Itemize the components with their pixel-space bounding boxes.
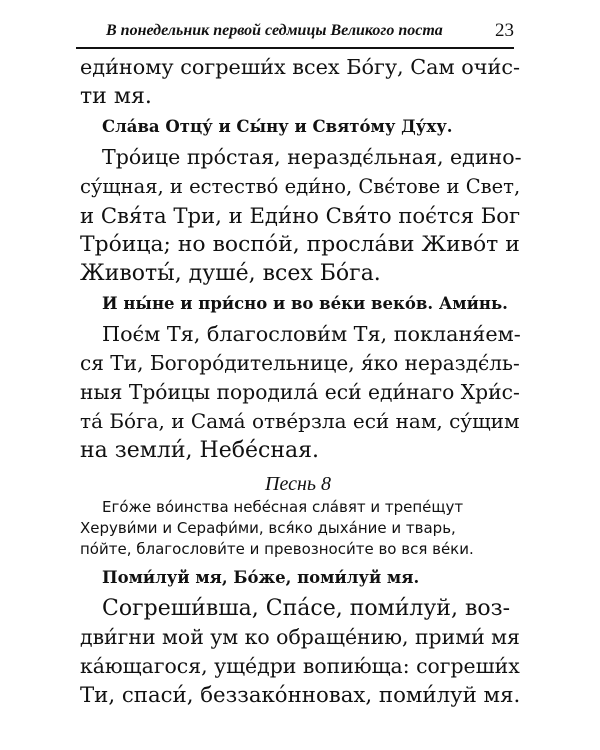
text-line: и Свя́та Три, и Еди́но Свя́то поє́тся Бог (80, 203, 521, 228)
troparion (80, 594, 521, 710)
text-line: Животы́, душе́, всех Бо́га. (80, 261, 381, 286)
irmos (80, 497, 516, 560)
text-line: Тро́ица; но воспо́й, просла́ви Живо́т и (80, 232, 520, 257)
header-rule (76, 47, 514, 49)
trinity-troparion (80, 143, 522, 288)
text-line: ныя Тро́ицы породила́ еси́ еди́наго Хри́с- (80, 380, 520, 404)
text-line: ти мя. (80, 84, 152, 109)
text-line: ся Ти, Богоро́дительнице, я́ко нераздє́ль- (80, 351, 520, 375)
text-line: Поє́м Тя, благослови́м Тя, покланя́ем- (102, 322, 521, 346)
opening-paragraph (80, 53, 521, 111)
et-nunc-rubric: И ны́не и при́сно и во ве́ки веко́в. Ами́нь. (102, 294, 508, 313)
text-line: Херуви́ми и Серафи́ми, вся́ко дыха́ние и тварь, (80, 519, 456, 537)
text-line: та́ Бо́га, и Сама́ отве́рзла еси́ нам, су́щим (80, 409, 520, 433)
song-title: Песнь 8 (265, 473, 331, 495)
text-line: Согреши́вша, Спа́се, поми́луй, воз- (102, 596, 511, 621)
refrain-rubric: Поми́луй мя, Бо́же, поми́луй мя. (102, 568, 420, 587)
page-header (66, 18, 514, 44)
page-content (80, 53, 522, 710)
text-line: еди́ному согреши́х всех Бо́гу, Сам очи́с- (80, 55, 521, 79)
text-line: су́щная, и естество́ еди́но, Свє́тове и Свет, (80, 175, 521, 198)
text-line: по́йте, благослови́те и превозноси́те во вся ве́ки. (80, 540, 474, 558)
text-line: Ти, спаси́, беззако́нновах, поми́луй мя. (80, 683, 521, 708)
gloria-rubric: Сла́ва Отцу́ и Сы́ну и Свято́му Ду́ху. (102, 117, 453, 136)
page-number: 23 (495, 20, 514, 41)
text-line: ка́ющагося, уще́дри вопию́ща: согреши́х (80, 654, 520, 678)
text-line: Его́же во́инства небе́сная сла́вят и трепе́щут (102, 498, 464, 516)
text-line: дви́гни мой ум ко обраще́нию, прими́ мя (80, 625, 520, 649)
theotokion (80, 320, 521, 465)
running-title: В понедельник первой седмицы Великого поста (106, 22, 443, 39)
text-line: Тро́ице про́стая, нераздє́льная, едино- (102, 145, 522, 169)
text-line: на земли́, Небе́сная. (80, 438, 319, 463)
